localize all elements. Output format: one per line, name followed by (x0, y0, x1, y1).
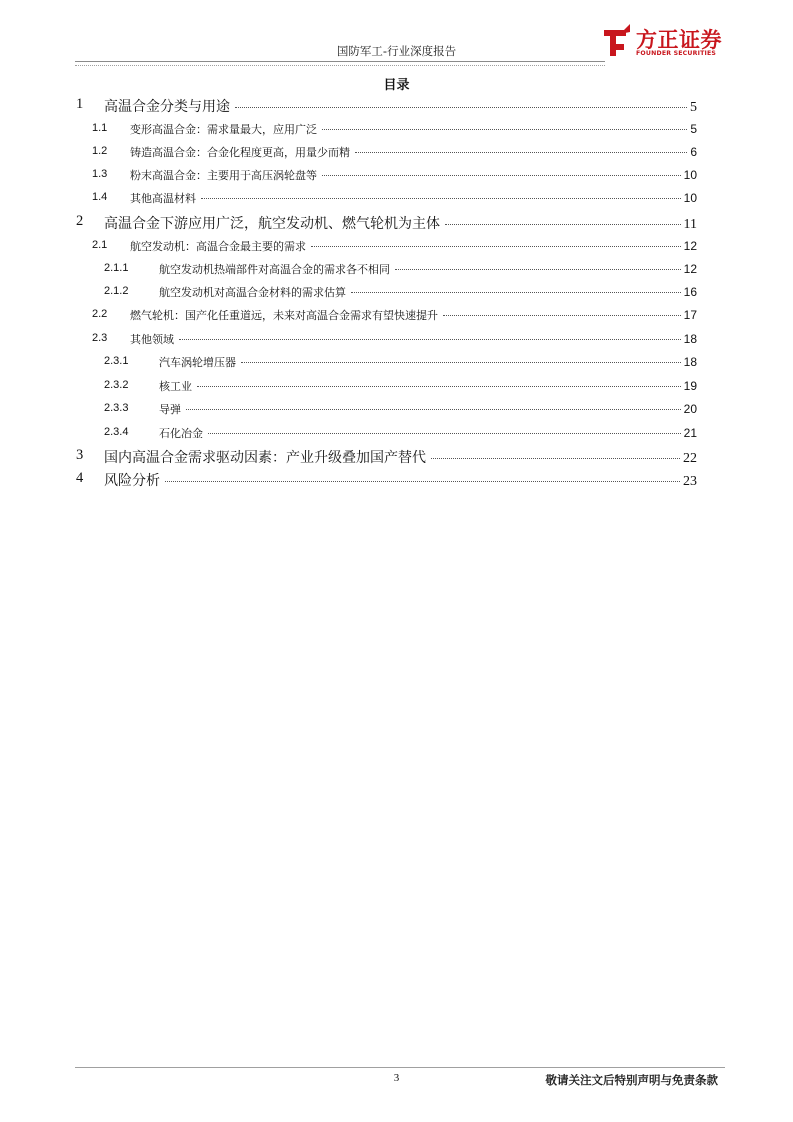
toc-entry-number: 2.3.2 (104, 379, 129, 391)
toc-leader-dots (165, 481, 680, 482)
toc-entry-title: 其他领域 (130, 333, 174, 346)
toc-entry[interactable] (0, 470, 793, 490)
toc-entry-page: 12 (683, 262, 697, 276)
toc-entry-number: 4 (76, 470, 84, 486)
toc-leader-dots (395, 269, 681, 270)
toc-leader-dots (431, 458, 680, 459)
toc-entry-number: 1.2 (92, 145, 108, 157)
toc-entry-title: 其他高温材料 (130, 192, 196, 205)
header-divider (75, 61, 605, 62)
toc-heading: 目录 (383, 78, 410, 93)
toc-entry[interactable] (0, 213, 793, 233)
toc-leader-dots (197, 386, 681, 387)
toc-leader-dots (445, 224, 681, 225)
toc-entry-title: 核工业 (159, 380, 192, 393)
toc-entry-title: 航空发动机：高温合金最主要的需求 (130, 240, 306, 253)
toc-entry-title: 高温合金分类与用途 (104, 99, 230, 115)
footer-divider (75, 1067, 725, 1068)
toc-leader-dots (235, 107, 687, 108)
page-number: 3 (393, 1072, 400, 1084)
toc-entry-number: 2.3.3 (104, 402, 129, 414)
toc-entry-title: 国内高温合金需求驱动因素：产业升级叠加国产替代 (104, 450, 426, 466)
toc-entry-title: 燃气轮机：国产化任重道远，未来对高温合金需求有望快速提升 (130, 309, 438, 322)
toc-leader-dots (443, 315, 681, 316)
toc-entry-page: 18 (683, 355, 697, 369)
toc-entry-page: 10 (683, 191, 697, 205)
toc-entry-number: 2 (76, 213, 84, 229)
toc-entry[interactable] (0, 425, 793, 445)
toc-entry[interactable] (0, 261, 793, 281)
toc-entry-number: 2.2 (92, 308, 108, 320)
toc-entry-number: 1.4 (92, 191, 108, 203)
toc-entry[interactable] (0, 144, 793, 164)
toc-entry-title: 高温合金下游应用广泛，航空发动机、燃气轮机为主体 (104, 216, 440, 232)
toc-entry-number: 3 (76, 447, 84, 463)
disclaimer-notice: 敬请关注文后特别声明与免责条款 (545, 1073, 718, 1087)
toc-leader-dots (355, 152, 687, 153)
toc-leader-dots (322, 129, 687, 130)
toc-entry-title: 风险分析 (104, 473, 160, 489)
toc-entry[interactable] (0, 121, 793, 141)
toc-entry-page: 6 (690, 145, 697, 159)
toc-entry-page: 23 (683, 474, 697, 489)
toc-entry[interactable] (0, 167, 793, 187)
toc-entry[interactable] (0, 284, 793, 304)
toc-entry[interactable] (0, 354, 793, 374)
toc-entry-page: 12 (683, 239, 697, 253)
toc-entry-number: 2.3.1 (104, 355, 129, 367)
toc-entry-page: 16 (683, 285, 697, 299)
toc-entry[interactable] (0, 331, 793, 351)
toc-entry-title: 汽车涡轮增压器 (159, 356, 236, 369)
toc-entry-page: 21 (683, 426, 697, 440)
header-divider-dotted (75, 65, 605, 66)
company-logo (600, 22, 725, 62)
toc-entry-title: 铸造高温合金：合金化程度更高，用量少而精 (130, 146, 350, 159)
toc-leader-dots (201, 198, 681, 199)
toc-leader-dots (241, 362, 681, 363)
toc-entry-title: 航空发动机对高温合金材料的需求估算 (159, 286, 346, 299)
toc-leader-dots (179, 339, 681, 340)
toc-entry-number: 2.1.1 (104, 262, 129, 274)
toc-entry[interactable] (0, 447, 793, 467)
toc-entry-number: 1 (76, 96, 84, 112)
toc-leader-dots (322, 175, 681, 176)
toc-entry[interactable] (0, 96, 793, 116)
toc-leader-dots (186, 409, 681, 410)
toc-entry-page: 18 (683, 332, 697, 346)
toc-entry[interactable] (0, 401, 793, 421)
toc-leader-dots (208, 433, 681, 434)
logo-chinese-name: 方正证券 (636, 28, 722, 52)
toc-entry[interactable] (0, 307, 793, 327)
toc-entry[interactable] (0, 190, 793, 210)
toc-entry-title: 航空发动机热端部件对高温合金的需求各不相同 (159, 263, 390, 276)
toc-entry-title: 石化冶金 (159, 427, 203, 440)
logo-english-name: FOUNDER SECURITIES (636, 50, 717, 57)
toc-entry-page: 5 (690, 100, 697, 115)
toc-leader-dots (351, 292, 681, 293)
toc-entry-page: 11 (683, 217, 697, 232)
toc-entry-number: 2.3 (92, 332, 108, 344)
toc-entry[interactable] (0, 238, 793, 258)
toc-entry-number: 2.1.2 (104, 285, 129, 297)
founder-logo-icon (600, 24, 632, 58)
toc-entry-number: 1.3 (92, 168, 108, 180)
toc-entry-page: 19 (683, 379, 697, 393)
toc-entry-page: 20 (683, 402, 697, 416)
toc-entry-page: 22 (683, 451, 697, 466)
toc-entry-page: 5 (690, 122, 697, 136)
toc-entry-number: 2.3.4 (104, 426, 129, 438)
report-header-title: 国防军工-行业深度报告 (336, 44, 457, 58)
toc-entry[interactable] (0, 378, 793, 398)
toc-entry-number: 2.1 (92, 239, 108, 251)
toc-entry-title: 粉末高温合金：主要用于高压涡轮盘等 (130, 169, 317, 182)
toc-leader-dots (311, 246, 681, 247)
toc-entry-number: 1.1 (92, 122, 108, 134)
toc-entry-title: 变形高温合金：需求量最大，应用广泛 (130, 123, 317, 136)
toc-entry-page: 17 (683, 308, 697, 322)
toc-entry-page: 10 (683, 168, 697, 182)
toc-entry-title: 导弹 (159, 403, 181, 416)
